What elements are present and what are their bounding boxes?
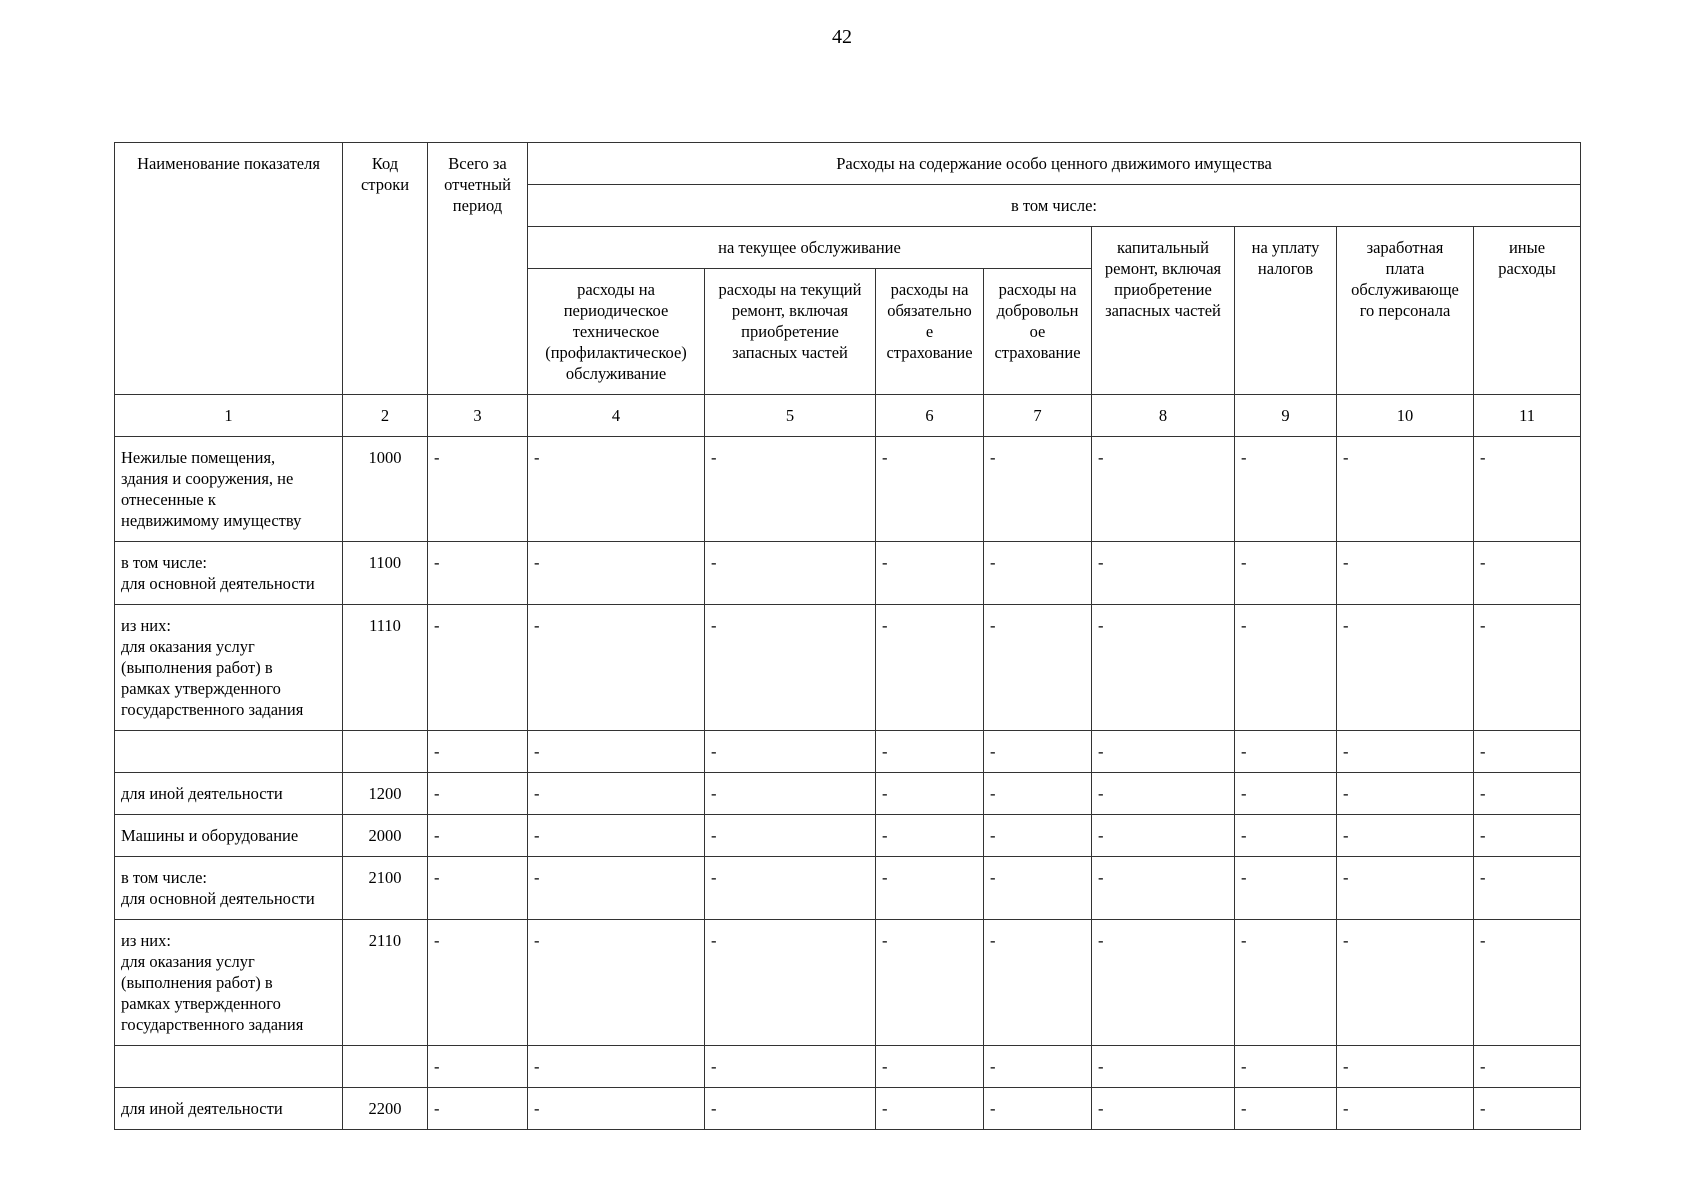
table-body [115,437,1581,1130]
row-value: - [1474,605,1581,731]
row-value: - [1474,731,1581,773]
row-code [343,731,428,773]
row-name: из них: для оказания услуг (выполнения работ) в рамках утвержденного государственного задания [115,920,343,1046]
header-voluntary-insurance: расходы на добровольн ое страхование [984,269,1092,395]
row-value: - [876,920,984,1046]
row-value: - [984,437,1092,542]
row-value: - [528,773,705,815]
row-value: - [428,920,528,1046]
header-periodic: расходы на периодическое техническое (профилактическое) обслуживание [528,269,705,395]
row-code: 2100 [343,857,428,920]
row-code: 2000 [343,815,428,857]
row-code: 1000 [343,437,428,542]
row-value: - [1474,857,1581,920]
row-value: - [1337,857,1474,920]
row-value: - [1235,605,1337,731]
row-value: - [528,542,705,605]
row-value: - [1474,920,1581,1046]
row-name: в том числе: для основной деятельности [115,857,343,920]
row-value: - [705,1046,876,1088]
row-value: - [1092,857,1235,920]
row-value: - [528,437,705,542]
header-current-service: на текущее обслуживание [528,227,1092,269]
row-name: из них: для оказания услуг (выполнения работ) в рамках утвержденного государственного задания [115,605,343,731]
row-value: - [428,1088,528,1130]
row-value: - [984,773,1092,815]
header-mandatory-insurance: расходы на обязательно е страхование [876,269,984,395]
row-value: - [705,605,876,731]
row-value: - [705,731,876,773]
table-row [115,773,1581,815]
row-value: - [1092,815,1235,857]
row-value: - [428,773,528,815]
row-value: - [876,1046,984,1088]
row-value: - [984,731,1092,773]
header-capital-repair: капитальный ремонт, включая приобретение запасных частей [1092,227,1235,395]
row-value: - [1474,437,1581,542]
row-value: - [1337,731,1474,773]
header-salary: заработная плата обслуживающе го персонала [1337,227,1474,395]
row-value: - [1092,773,1235,815]
row-value: - [1092,542,1235,605]
row-code [343,1046,428,1088]
expenses-table [114,142,1581,1130]
row-value: - [876,1088,984,1130]
row-value: - [984,542,1092,605]
row-value: - [984,605,1092,731]
row-value: - [528,1046,705,1088]
row-name: для иной деятельности [115,1088,343,1130]
column-numbers-row [115,395,1581,437]
row-value: - [705,920,876,1046]
row-value: - [876,773,984,815]
row-value: - [705,857,876,920]
row-value: - [1474,773,1581,815]
column-number: 1 [115,395,343,437]
row-code: 2110 [343,920,428,1046]
row-value: - [1235,1046,1337,1088]
row-value: - [528,920,705,1046]
column-number: 6 [876,395,984,437]
row-value: - [984,1088,1092,1130]
row-value: - [1235,437,1337,542]
row-value: - [876,542,984,605]
row-value: - [528,731,705,773]
header-name: Наименование показателя [115,143,343,395]
row-value: - [1337,920,1474,1046]
row-value: - [1235,815,1337,857]
column-number: 2 [343,395,428,437]
row-value: - [705,1088,876,1130]
header-taxes: на уплату налогов [1235,227,1337,395]
row-value: - [876,437,984,542]
row-value: - [1092,437,1235,542]
row-value: - [1337,1088,1474,1130]
header-including: в том числе: [528,185,1581,227]
row-name [115,731,343,773]
row-value: - [428,731,528,773]
row-value: - [528,1088,705,1130]
table-row [115,1088,1581,1130]
table-row [115,437,1581,542]
row-value: - [1235,731,1337,773]
row-name [115,1046,343,1088]
row-value: - [528,815,705,857]
row-value: - [1092,920,1235,1046]
row-value: - [876,815,984,857]
row-value: - [1337,773,1474,815]
header-code: Код строки [343,143,428,395]
row-value: - [428,437,528,542]
row-value: - [876,857,984,920]
column-number: 3 [428,395,528,437]
row-value: - [1092,1088,1235,1130]
page-number: 42 [832,26,852,48]
header-current-repair: расходы на текущий ремонт, включая приобретение запасных частей [705,269,876,395]
row-value: - [428,605,528,731]
row-code: 2200 [343,1088,428,1130]
table-row [115,857,1581,920]
row-value: - [984,920,1092,1046]
table-row [115,605,1581,731]
row-value: - [1337,605,1474,731]
table-row [115,542,1581,605]
row-value: - [1474,815,1581,857]
row-value: - [1337,1046,1474,1088]
column-number: 8 [1092,395,1235,437]
table-row [115,815,1581,857]
column-number: 9 [1235,395,1337,437]
row-value: - [428,857,528,920]
row-value: - [705,815,876,857]
row-name: Машины и оборудование [115,815,343,857]
row-value: - [1337,815,1474,857]
header-total: Всего за отчетный период [428,143,528,395]
row-value: - [1337,542,1474,605]
row-name: в том числе: для основной деятельности [115,542,343,605]
row-value: - [1474,1046,1581,1088]
row-value: - [984,857,1092,920]
row-value: - [984,1046,1092,1088]
row-code: 1110 [343,605,428,731]
row-value: - [705,437,876,542]
row-value: - [1235,542,1337,605]
row-value: - [1474,542,1581,605]
column-number: 11 [1474,395,1581,437]
table-row [115,920,1581,1046]
row-value: - [705,773,876,815]
row-value: - [428,815,528,857]
row-name: для иной деятельности [115,773,343,815]
row-value: - [1092,731,1235,773]
row-value: - [528,605,705,731]
row-value: - [528,857,705,920]
table-row [115,1046,1581,1088]
row-value: - [984,815,1092,857]
row-value: - [876,605,984,731]
column-number: 4 [528,395,705,437]
column-number: 7 [984,395,1092,437]
row-value: - [1235,1088,1337,1130]
row-value: - [1235,920,1337,1046]
header-other: иные расходы [1474,227,1581,395]
row-code: 1200 [343,773,428,815]
row-value: - [428,542,528,605]
row-value: - [876,731,984,773]
row-value: - [1092,605,1235,731]
row-value: - [705,542,876,605]
row-code: 1100 [343,542,428,605]
table-row [115,731,1581,773]
row-value: - [428,1046,528,1088]
row-value: - [1235,773,1337,815]
row-name: Нежилые помещения, здания и сооружения, не отнесенные к недвижимому имуществу [115,437,343,542]
header-expenses: Расходы на содержание особо ценного движимого имущества [528,143,1581,185]
row-value: - [1235,857,1337,920]
row-value: - [1092,1046,1235,1088]
row-value: - [1337,437,1474,542]
column-number: 10 [1337,395,1474,437]
row-value: - [1474,1088,1581,1130]
column-number: 5 [705,395,876,437]
